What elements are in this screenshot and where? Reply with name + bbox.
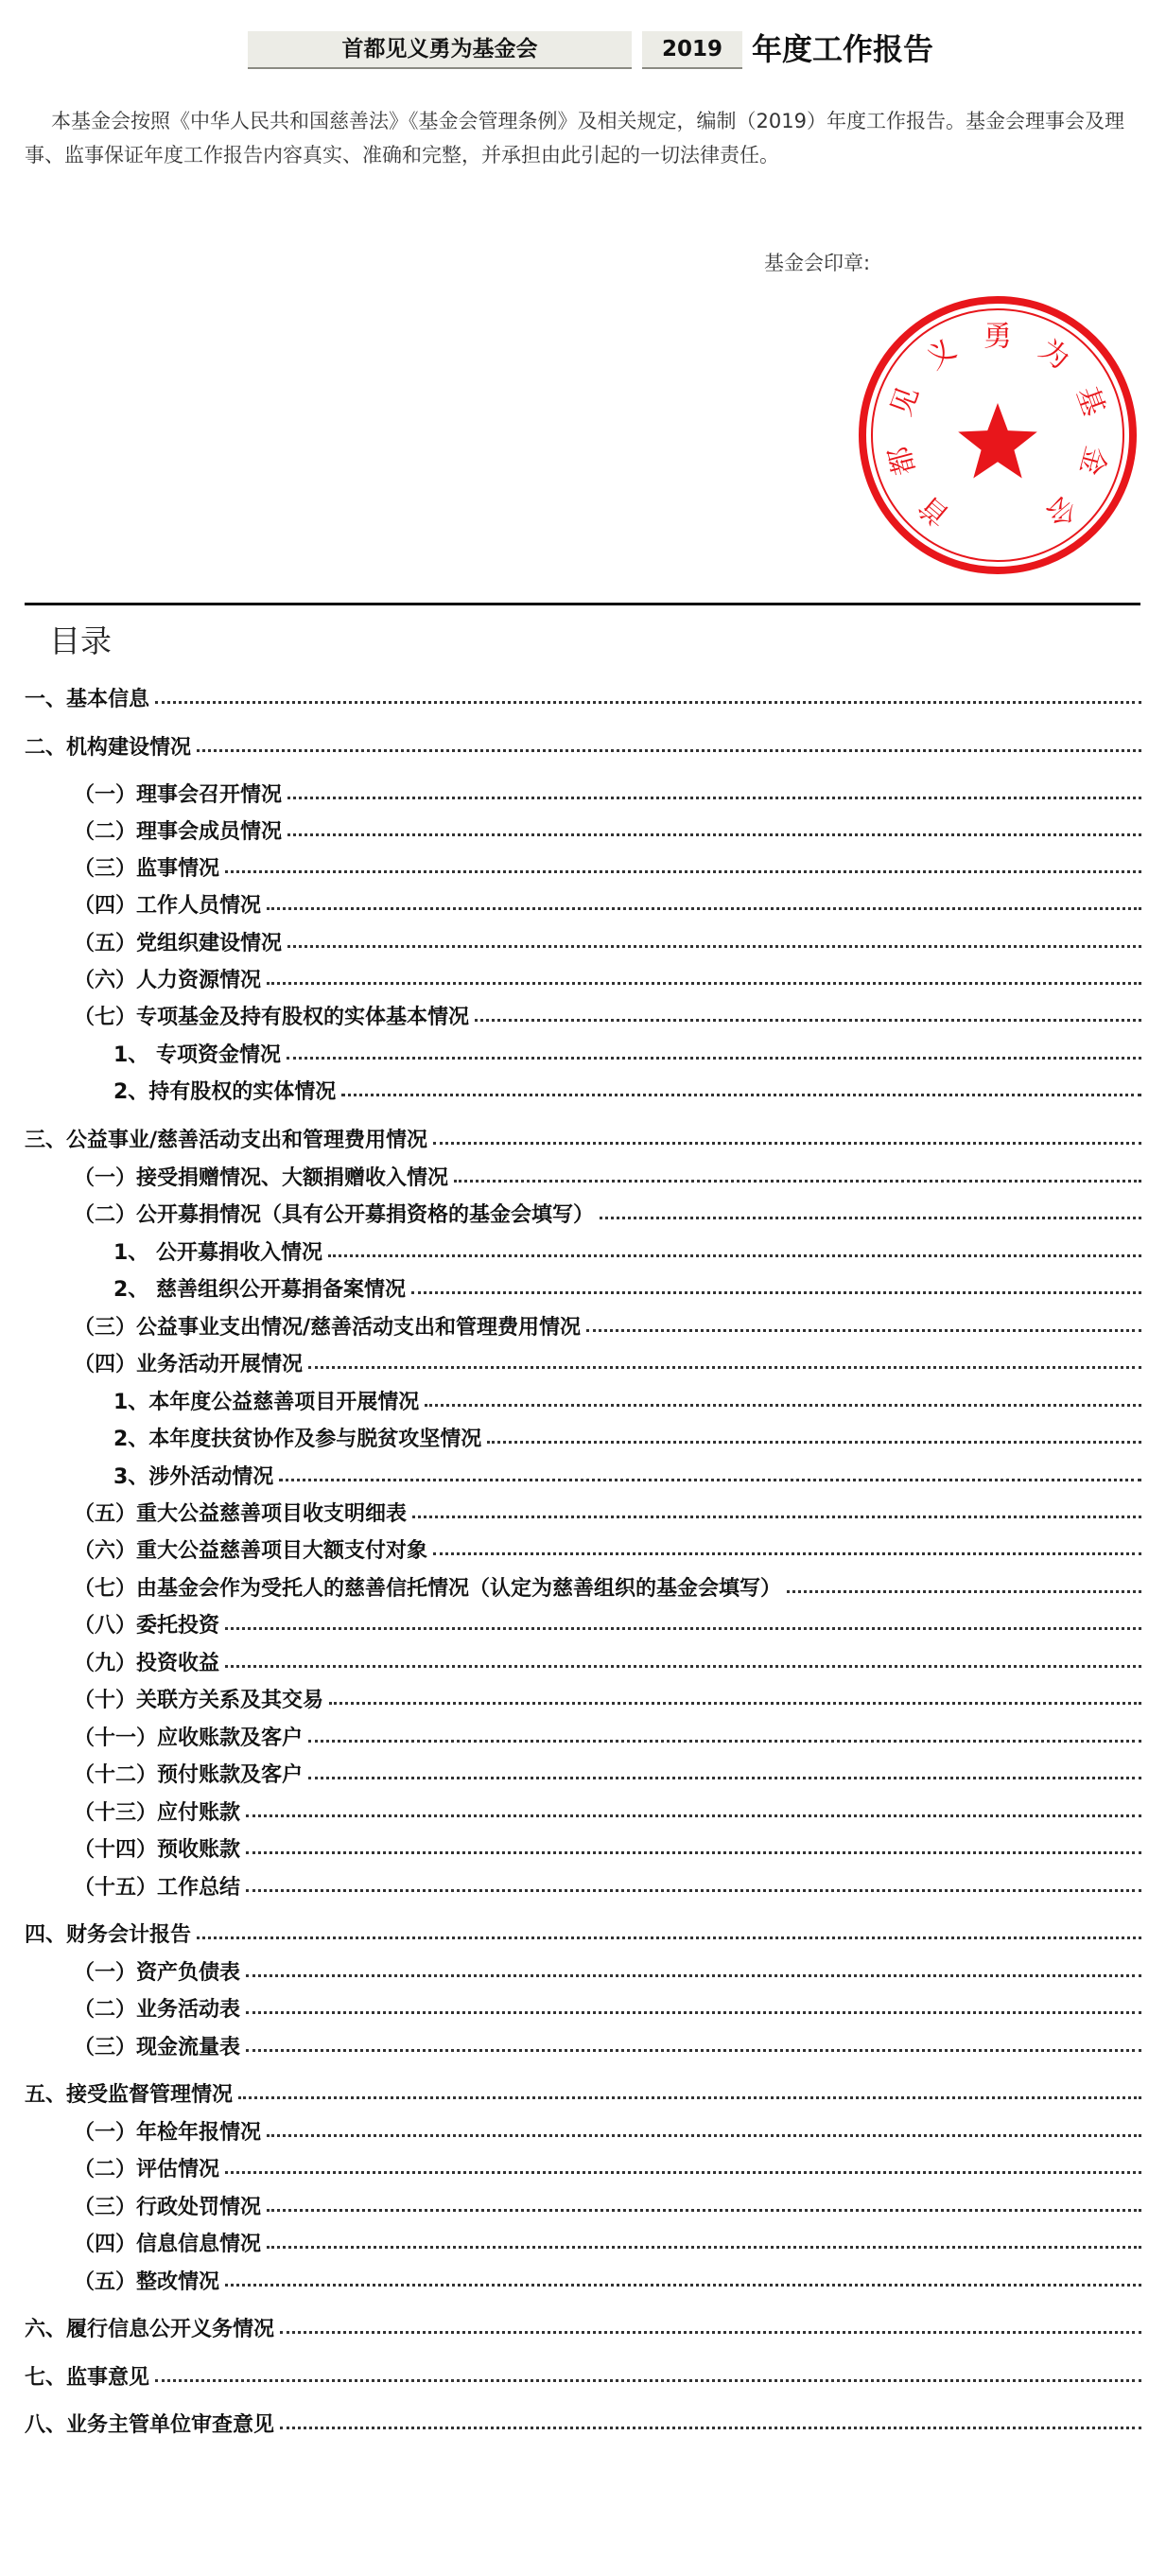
toc-dot-leader — [411, 1291, 1141, 1294]
toc-entry — [25, 2227, 1141, 2257]
toc-entry — [25, 2152, 1141, 2182]
toc-entry-label: （四）信息信息情况 — [74, 2232, 262, 2256]
toc-entry-label: （十三）应付账款 — [74, 1800, 241, 1825]
toc-entry-label: （一）接受捐赠情况、大额捐赠收入情况 — [74, 1165, 449, 1190]
toc-entry-label: 六、履行信息公开义务情况 — [25, 2317, 275, 2341]
toc-dot-leader — [155, 2379, 1141, 2382]
toc-entry — [25, 888, 1141, 919]
toc-dot-leader — [225, 1665, 1141, 1668]
seal-character: 会 — [1039, 488, 1083, 533]
toc-dot-leader — [586, 1329, 1141, 1332]
toc-entry — [25, 1198, 1141, 1228]
toc-dot-leader — [246, 2049, 1141, 2052]
toc-dot-leader — [267, 2209, 1141, 2212]
seal-character: 首 — [913, 488, 956, 533]
toc-dot-leader — [433, 1552, 1141, 1555]
toc-dot-leader — [412, 1516, 1141, 1518]
toc-entry-label: 2、持有股权的实体情况 — [113, 1079, 337, 1104]
toc-entry-label: （十四）预收账款 — [74, 1837, 241, 1862]
toc-entry — [25, 2312, 1141, 2342]
report-year-field: 2019 — [642, 31, 742, 69]
toc-entry-label: （十一）应收账款及客户 — [74, 1726, 304, 1750]
toc-entry — [25, 926, 1141, 956]
toc-dot-leader — [225, 870, 1141, 873]
organization-name-field: 首都见义勇为基金会 — [248, 31, 632, 69]
toc-dot-leader — [280, 2427, 1141, 2429]
toc-entry-label: （二）业务活动表 — [74, 1997, 241, 2022]
toc-entry-label: 一、基本信息 — [25, 687, 150, 711]
toc-entry — [25, 730, 1141, 761]
toc-dot-leader — [279, 1479, 1141, 1481]
toc-entry — [25, 2077, 1141, 2108]
toc-entry — [25, 1533, 1141, 1564]
toc-entry — [25, 2265, 1141, 2295]
toc-entry — [25, 2115, 1141, 2146]
toc-dot-leader — [267, 2246, 1141, 2249]
toc-entry — [25, 2408, 1141, 2438]
toc-dot-leader — [287, 833, 1141, 836]
toc-dot-leader — [425, 1404, 1141, 1407]
toc-dot-leader — [600, 1217, 1141, 1219]
toc-dot-leader — [267, 907, 1141, 910]
seal-label: 基金会印章: — [764, 252, 871, 274]
seal-character: 见 — [884, 382, 926, 421]
toc-dot-leader — [487, 1441, 1141, 1444]
toc-entry-label: （三）监事情况 — [74, 856, 220, 881]
toc-entry-label: （四）工作人员情况 — [74, 893, 262, 918]
toc-entry — [25, 1460, 1141, 1490]
seal-character: 基 — [1070, 382, 1111, 421]
toc-entry — [25, 1992, 1141, 2023]
toc-entry-label: （七）由基金会作为受托人的慈善信托情况（认定为慈善组织的基金会填写） — [74, 1576, 782, 1601]
toc-entry — [25, 1123, 1141, 1153]
toc-entry-label: 1、 专项资金情况 — [113, 1043, 281, 1067]
intro-statement: 本基金会按照《中华人民共和国慈善法》《基金会管理条例》及相关规定，编制（2019）年度工作报告。基金会理事会及理事、监事保证年度工作报告内容真实、准确和完整，并承担由此引起的一切法律责任。 — [25, 110, 1124, 166]
toc-entry — [25, 1422, 1141, 1452]
toc-entry-label: 四、财务会计报告 — [25, 1922, 192, 1947]
toc-entry — [25, 1796, 1141, 1826]
toc-entry — [25, 1646, 1141, 1676]
toc-entry — [25, 1161, 1141, 1191]
toc-entry-label: （十五）工作总结 — [74, 1875, 241, 1900]
toc-entry-label: （一）年检年报情况 — [74, 2120, 262, 2145]
toc-entry — [25, 2360, 1141, 2391]
toc-dot-leader — [308, 1366, 1141, 1369]
toc-entry-label: 三、公益事业/慈善活动支出和管理费用情况 — [25, 1128, 428, 1152]
toc-entry-label: 五、接受监督管理情况 — [25, 2082, 234, 2107]
toc-dot-leader — [225, 2284, 1141, 2287]
toc-dot-leader — [267, 982, 1141, 985]
toc-entry — [25, 1758, 1141, 1788]
toc-entry-label: 1、本年度公益慈善项目开展情况 — [113, 1390, 420, 1414]
report-title: 年度工作报告 — [752, 31, 934, 67]
toc-dot-leader — [454, 1180, 1141, 1183]
toc-dot-leader — [280, 2331, 1141, 2334]
toc-entry — [25, 1385, 1141, 1415]
toc-entry-label: （五）重大公益慈善项目收支明细表 — [74, 1501, 408, 1526]
seal-character: 勇 — [983, 320, 1012, 354]
toc-entry — [25, 1310, 1141, 1341]
toc-entry — [25, 1497, 1141, 1527]
toc-entry — [25, 1608, 1141, 1638]
toc-dot-leader — [267, 2134, 1141, 2137]
toc-dot-leader — [246, 2011, 1141, 2014]
toc-entry-label: （七）专项基金及持有股权的实体基本情况 — [74, 1005, 470, 1029]
toc-entry-label: （五）整改情况 — [74, 2269, 220, 2294]
toc-entry-label: （一）理事会召开情况 — [74, 782, 283, 807]
toc-entry-label: （二）公开募捐情况（具有公开募捐资格的基金会填写） — [74, 1202, 595, 1227]
toc-entry — [25, 1038, 1141, 1068]
toc-title: 目录 — [49, 622, 112, 659]
toc-entry-label: （二）评估情况 — [74, 2157, 220, 2182]
toc-entry — [25, 1832, 1141, 1863]
toc-dot-leader — [287, 945, 1141, 948]
toc-entry — [25, 1721, 1141, 1751]
toc-dot-leader — [329, 1702, 1141, 1705]
toc-entry — [25, 1000, 1141, 1030]
toc-entry-label: 七、监事意见 — [25, 2365, 150, 2390]
toc-dot-leader — [225, 2171, 1141, 2174]
seal-character: 金 — [1072, 442, 1113, 479]
toc-dot-leader — [246, 1974, 1141, 1977]
toc-entry — [25, 1347, 1141, 1377]
toc-entry-label: 二、机构建设情况 — [25, 735, 192, 760]
toc-entry-label: （八）委托投资 — [74, 1613, 220, 1638]
toc-entry — [25, 1870, 1141, 1901]
toc-entry-label: （三）行政处罚情况 — [74, 2195, 262, 2219]
toc-dot-leader — [246, 1814, 1141, 1817]
toc-entry-label: 八、业务主管单位审查意见 — [25, 2412, 275, 2437]
toc-entry — [25, 1235, 1141, 1266]
toc-entry-label: （六）重大公益慈善项目大额支付对象 — [74, 1538, 428, 1563]
toc-entry — [25, 1075, 1141, 1105]
toc-dot-leader — [238, 2096, 1141, 2099]
toc-dot-leader — [308, 1777, 1141, 1779]
toc-dot-leader — [246, 1851, 1141, 1854]
seal-character: 都 — [882, 442, 923, 479]
toc-dot-leader — [328, 1254, 1141, 1257]
toc-dot-leader — [341, 1094, 1141, 1096]
toc-dot-leader — [197, 749, 1141, 752]
toc-dot-leader — [475, 1019, 1141, 1022]
toc-dot-leader — [787, 1590, 1141, 1593]
toc-entry — [25, 1571, 1141, 1602]
toc-dot-leader — [197, 1936, 1141, 1939]
toc-dot-leader — [308, 1740, 1141, 1743]
toc-entry-label: （五）党组织建设情况 — [74, 931, 283, 955]
toc-entry — [25, 851, 1141, 882]
toc-entry — [25, 815, 1141, 845]
toc-dot-leader — [433, 1142, 1141, 1145]
toc-entry-label: 2、 慈善组织公开募捐备案情况 — [113, 1277, 406, 1302]
toc-entry-label: 3、涉外活动情况 — [113, 1464, 274, 1489]
toc-entry — [25, 1272, 1141, 1303]
toc-entry-label: （一）资产负债表 — [74, 1960, 241, 1985]
toc-entry — [25, 682, 1141, 712]
section-divider — [25, 603, 1140, 605]
toc-dot-leader — [225, 1627, 1141, 1630]
toc-entry-label: （六）人力资源情况 — [74, 968, 262, 992]
toc-entry-label: 1、 公开募捐收入情况 — [113, 1240, 322, 1265]
toc-dot-leader — [246, 1889, 1141, 1892]
foundation-seal — [856, 293, 1140, 577]
toc-entry — [25, 1918, 1141, 1948]
toc-entry-label: （十二）预付账款及客户 — [74, 1762, 304, 1787]
toc-entry — [25, 1955, 1141, 1986]
toc-dot-leader — [155, 701, 1141, 704]
seal-character: 义 — [919, 332, 963, 377]
toc-entry — [25, 2190, 1141, 2220]
toc-entry-label: （四）业务活动开展情况 — [74, 1352, 304, 1376]
toc-dot-leader — [287, 797, 1141, 799]
seal-character: 为 — [1033, 332, 1076, 377]
toc-entry-label: （三）公益事业支出情况/慈善活动支出和管理费用情况 — [74, 1315, 582, 1340]
toc-entry-label: （三）现金流量表 — [74, 2035, 241, 2059]
toc-entry — [25, 778, 1141, 808]
toc-entry — [25, 963, 1141, 993]
toc-entry — [25, 2030, 1141, 2060]
toc-entry-label: （二）理事会成员情况 — [74, 819, 283, 844]
seal-star-icon — [958, 403, 1037, 479]
toc-entry-label: （九）投资收益 — [74, 1651, 220, 1675]
toc-entry — [25, 1683, 1141, 1713]
toc-entry-label: （十）关联方关系及其交易 — [74, 1688, 324, 1712]
toc-entry-label: 2、本年度扶贫协作及参与脱贫攻坚情况 — [113, 1427, 482, 1451]
toc-dot-leader — [287, 1057, 1141, 1060]
